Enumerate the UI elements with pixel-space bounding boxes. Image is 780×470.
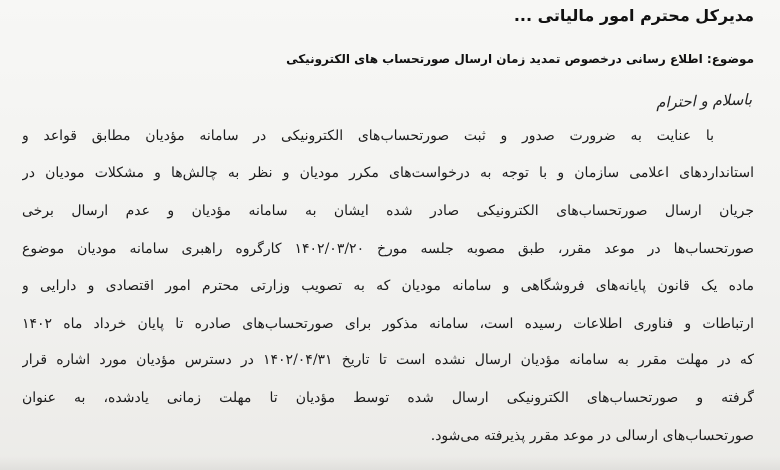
body-line-3: جریان ارسال صورتحساب‌های الکترونیکی صادر شده ایشان به سامانه مؤدیان و عدم ارسال برخی — [22, 203, 754, 219]
body-line-9: صورتحساب‌های ارسالی در موعد مقرر پذیرفته می‌شود. — [430, 428, 754, 444]
body-line-5: ماده یک قانون پایانه‌های فروشگاهی و سامانه مودیان که به تصویب وزارتی محترم امور اقتصادی و دارایی و — [22, 278, 754, 294]
letter-addressee: مدیرکل محترم امور مالیاتی ... — [513, 6, 754, 25]
body-line-1: با عنایت به ضرورت صدور و ثبت صورتحساب‌های الکترونیکی در سامانه مؤدیان مطابق قواعد و — [22, 128, 714, 144]
body-line-6: ارتباطات و فناوری اطلاعات رسیده است، سامانه مذکور برای صورتحساب‌های صادره تا پایان خرداد ماه ۱۴۰۲ — [22, 316, 754, 332]
body-line-2: استانداردهای اعلامی سازمان و با توجه به درخواست‌های مکرر مودیان و نظر به چالش‌ها و مشکلات مودیان در — [22, 165, 754, 181]
body-line-8: گرفته و صورتحساب‌های الکترونیکی ارسال شده توسط مؤدیان تا مهلت زمانی یادشده، به عنوان — [22, 390, 754, 406]
body-line-7: که در مهلت مقرر به سامانه مؤدیان ارسال نشده است تا تاریخ ۱۴۰۲/۰۴/۳۱ در دسترس مؤدیان مورد اشاره قرار — [22, 352, 754, 368]
letter-subject: موضوع: اطلاع رسانی درخصوص تمدید زمان ارسال صورتحساب های الکترونیکی — [286, 52, 754, 66]
body-line-4: صورتحساب‌ها در موعد مقرر، طبق مصوبه جلسه مورخ ۱۴۰۲/۰۳/۲۰ کارگروه راهبری سامانه مودیان موضوع — [22, 241, 754, 257]
page-bottom-shadow — [0, 456, 780, 470]
letter-greeting: باسلام و احترام — [655, 90, 753, 112]
